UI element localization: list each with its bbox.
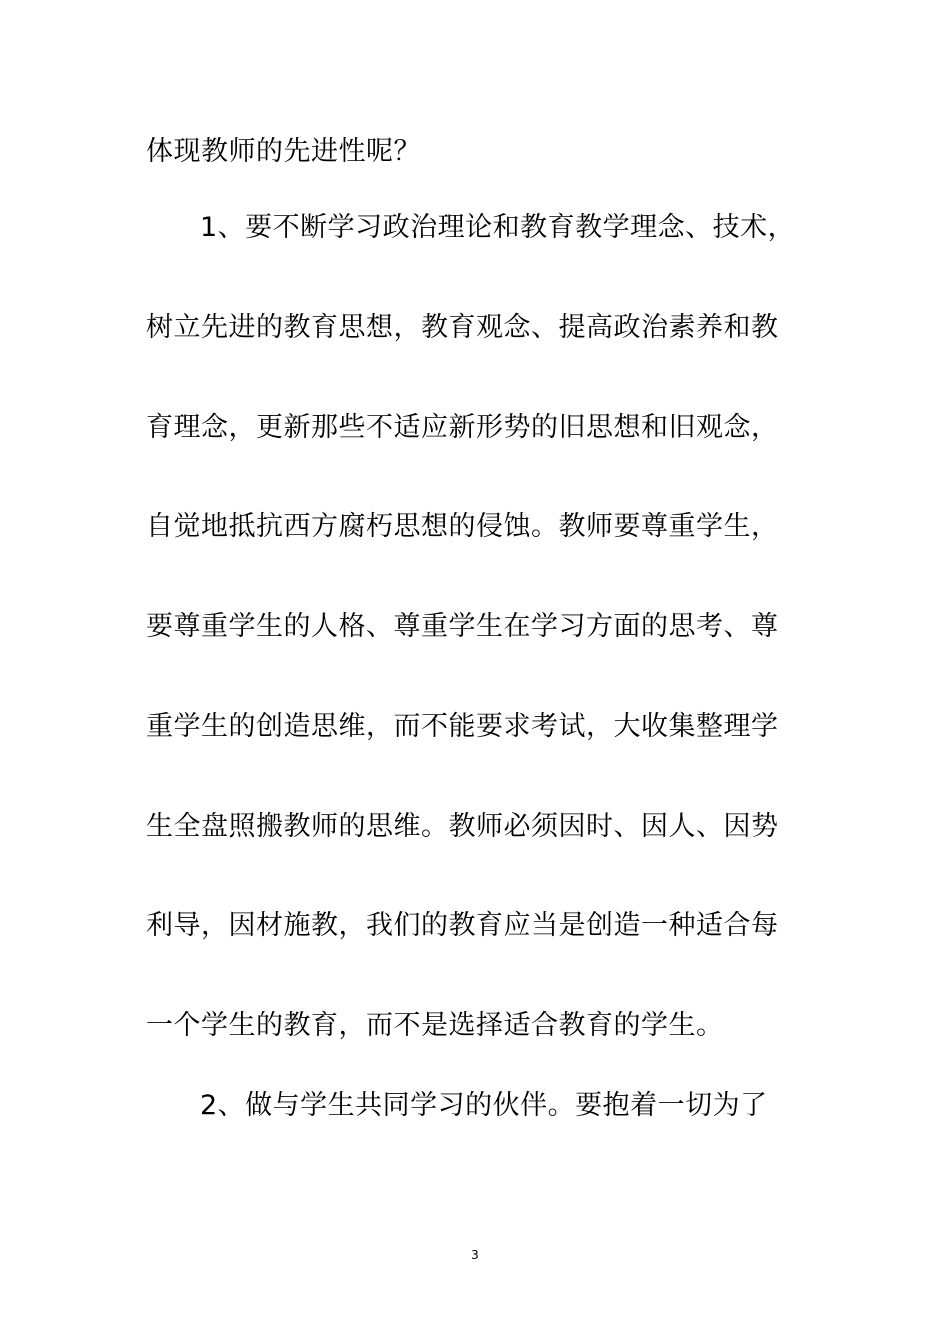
- text-line: 要尊重学生的人格、尊重学生在学习方面的思考、尊: [146, 611, 779, 642]
- text-line: 体现教师的先进性呢？: [146, 136, 421, 167]
- text-line: 生全盘照搬教师的思维。教师必须因时、因人、因势: [146, 811, 779, 842]
- text-line: 树立先进的教育思想，教育观念、提高政治素养和教: [146, 312, 779, 343]
- text-line: 利导，因材施教，我们的教育应当是创造一种适合每: [146, 910, 779, 941]
- text-line: 育理念，更新那些不适应新形势的旧思想和旧观念，: [146, 412, 779, 443]
- text-line: 重学生的创造思维，而不能要求考试，大收集整理学: [146, 711, 779, 742]
- text-line: 一个学生的教育，而不是选择适合教育的学生。: [146, 1010, 724, 1041]
- paragraph-2-start: 2、做与学生共同学习的伙伴。要抱着一切为了: [200, 1090, 768, 1121]
- page-number: 3: [471, 1248, 479, 1262]
- text-line: 自觉地抵抗西方腐朽思想的侵蚀。教师要尊重学生，: [146, 511, 779, 542]
- paragraph-1-start: 1、要不断学习政治理论和教育教学理念、技术，: [200, 212, 796, 243]
